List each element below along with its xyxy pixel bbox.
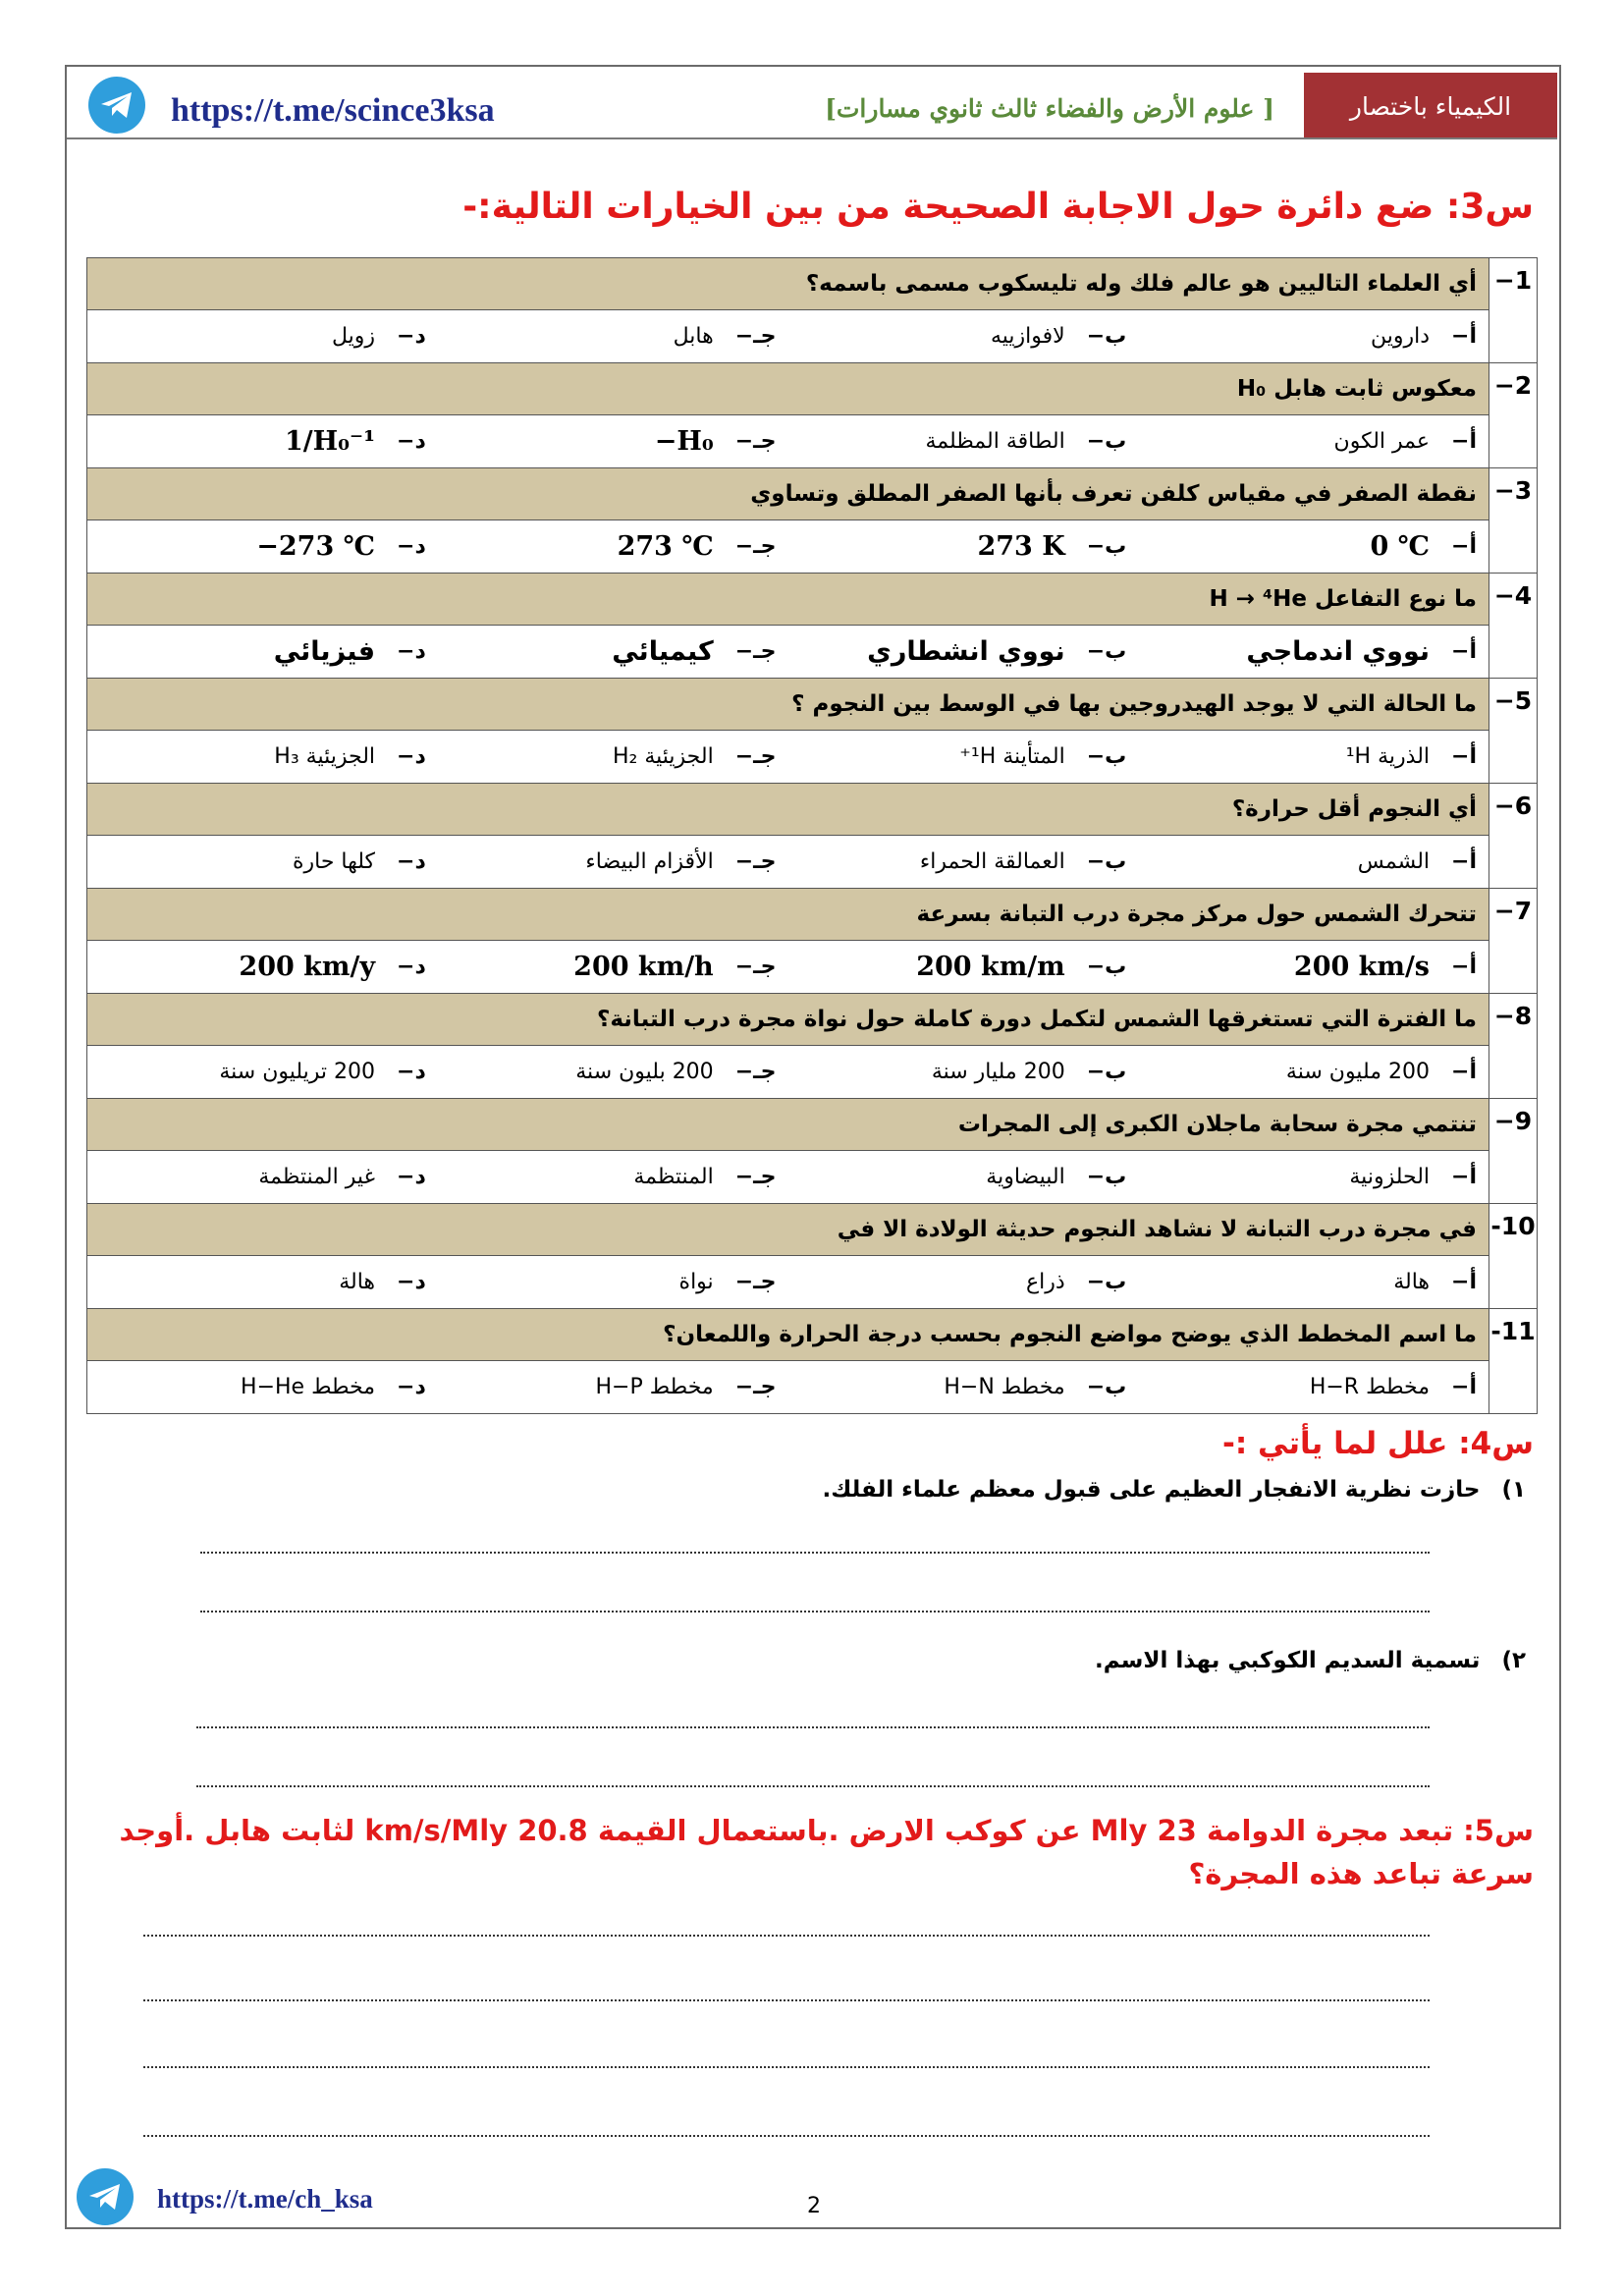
- option-text: 200 بليون سنة: [575, 1060, 714, 1084]
- telegram-icon[interactable]: [77, 2168, 134, 2225]
- option-label: أ−: [1451, 744, 1477, 769]
- mcq-question-row: [87, 679, 1538, 731]
- option-text: 273 K: [977, 531, 1065, 562]
- q4-item-2-text: تسمية السديم الكوكبي بهذا الاسم.: [1094, 1648, 1481, 1673]
- question-number: 7−: [1489, 889, 1538, 994]
- answer-option[interactable]: [788, 849, 1139, 874]
- question-number: 3−: [1489, 468, 1538, 574]
- option-label: ب−: [1086, 534, 1127, 559]
- mcq-question-row: [87, 784, 1538, 836]
- q4-item-2-num: ٢): [1501, 1648, 1526, 1673]
- option-label: جـ−: [734, 639, 777, 664]
- mcq-question-row: [87, 1309, 1538, 1361]
- header-subtitle: [ علوم الأرض والفضاء ثالث ثانوي مسارات]: [825, 94, 1274, 123]
- page-number: 2: [807, 2194, 821, 2218]
- option-text: نووي انشطاري: [867, 636, 1065, 667]
- answer-option[interactable]: [87, 849, 438, 874]
- question-number: 4−: [1489, 574, 1538, 679]
- option-text: −H₀: [654, 426, 714, 457]
- answer-line[interactable]: [143, 1935, 1430, 1937]
- question-number: 5−: [1489, 679, 1538, 784]
- answer-option[interactable]: [87, 1270, 438, 1294]
- question-number: 8−: [1489, 994, 1538, 1099]
- option-text: 200 مليار سنة: [931, 1060, 1065, 1084]
- answer-option[interactable]: [1138, 849, 1489, 874]
- question-text: تنتمي مجرة سحابة ماجلان الكبرى إلى المجرات: [87, 1099, 1489, 1151]
- option-label: د−: [397, 1165, 426, 1189]
- option-text: −273 ℃: [256, 531, 376, 562]
- mcq-question-row: [87, 1204, 1538, 1256]
- option-text: الجزيئية H₃: [274, 744, 376, 769]
- option-text: فيزيائي: [273, 636, 376, 667]
- option-text: مخطط H−N: [944, 1375, 1065, 1399]
- question-number: 6−: [1489, 784, 1538, 889]
- option-label: جـ−: [734, 1375, 777, 1399]
- option-label: أ−: [1451, 639, 1477, 664]
- option-label: أ−: [1451, 1060, 1477, 1084]
- answer-line[interactable]: [143, 2066, 1430, 2068]
- option-label: د−: [397, 639, 426, 664]
- question-text: أي النجوم أقل حرارة؟: [87, 784, 1489, 836]
- mcq-options-row: [87, 1046, 1538, 1099]
- option-text: داروين: [1370, 324, 1431, 349]
- mcq-table: [86, 257, 1538, 1414]
- question-number: 9−: [1489, 1099, 1538, 1204]
- answer-line[interactable]: [143, 2135, 1430, 2137]
- question-text: ما الحالة التي لا يوجد الهيدروجين بها في الوسط بين النجوم ؟: [87, 679, 1489, 731]
- option-label: جـ−: [734, 849, 777, 874]
- question-number: 10-: [1489, 1204, 1538, 1309]
- option-label: أ−: [1451, 1375, 1477, 1399]
- answer-option[interactable]: [87, 952, 438, 982]
- option-label: د−: [397, 1060, 426, 1084]
- question-text: أي العلماء التاليين هو عالم فلك وله تليسكوب مسمى باسمه؟: [87, 258, 1489, 310]
- option-text: الأقزام البيضاء: [585, 849, 714, 874]
- option-label: د−: [397, 1375, 426, 1399]
- mcq-question-row: [87, 363, 1538, 415]
- option-text: ذراع: [1026, 1270, 1065, 1294]
- answer-option[interactable]: [438, 324, 788, 349]
- answer-option[interactable]: [87, 1060, 438, 1084]
- footer-telegram-link[interactable]: https://t.me/ch_ksa: [157, 2184, 373, 2214]
- option-label: أ−: [1451, 324, 1477, 349]
- answer-option[interactable]: [438, 531, 788, 562]
- option-label: ب−: [1086, 639, 1127, 664]
- answer-option[interactable]: [1138, 1375, 1489, 1399]
- answer-option[interactable]: [87, 744, 438, 769]
- header-telegram-link[interactable]: https://t.me/scince3ksa: [171, 92, 495, 129]
- option-text: الحلزونية: [1349, 1165, 1431, 1189]
- answer-line[interactable]: [200, 1552, 1430, 1554]
- question-number: 1−: [1489, 258, 1538, 363]
- option-text: 200 مليون سنة: [1285, 1060, 1431, 1084]
- mcq-options-row: [87, 626, 1538, 679]
- answer-option[interactable]: [438, 426, 788, 457]
- answer-option[interactable]: [87, 324, 438, 349]
- option-text: هالة: [339, 1270, 376, 1294]
- option-text: 200 تريليون سنة: [219, 1060, 376, 1084]
- mcq-question-row: [87, 258, 1538, 310]
- option-text: زويل: [331, 324, 376, 349]
- option-text: مخطط H−He: [241, 1375, 376, 1399]
- telegram-icon[interactable]: [88, 77, 145, 134]
- answer-option[interactable]: [788, 1270, 1139, 1294]
- answer-option[interactable]: [87, 426, 438, 457]
- option-text: كيميائي: [612, 636, 714, 667]
- option-label: جـ−: [734, 429, 777, 454]
- answer-option[interactable]: [438, 1270, 788, 1294]
- option-label: ب−: [1086, 1060, 1127, 1084]
- option-label: د−: [397, 534, 426, 559]
- mcq-question-row: [87, 574, 1538, 626]
- mcq-options-row: [87, 520, 1538, 574]
- option-label: د−: [397, 1270, 426, 1294]
- option-text: 0 ℃: [1370, 531, 1431, 562]
- option-label: جـ−: [734, 744, 777, 769]
- question-text: ما الفترة التي تستغرقها الشمس لتكمل دورة كاملة حول نواة مجرة درب التبانة؟: [87, 994, 1489, 1046]
- answer-option[interactable]: [438, 849, 788, 874]
- answer-option[interactable]: [87, 531, 438, 562]
- question-number: 2−: [1489, 363, 1538, 468]
- answer-option[interactable]: [1138, 531, 1489, 562]
- option-text: 200 km/s: [1293, 952, 1431, 982]
- answer-option[interactable]: [788, 636, 1139, 667]
- mcq-options-row: [87, 310, 1538, 363]
- option-text: 200 km/y: [239, 952, 376, 982]
- option-label: ب−: [1086, 1165, 1127, 1189]
- answer-option[interactable]: [1138, 952, 1489, 982]
- answer-option[interactable]: [438, 1060, 788, 1084]
- mcq-question-row: [87, 889, 1538, 941]
- option-label: د−: [397, 955, 426, 979]
- option-label: أ−: [1451, 534, 1477, 559]
- option-text: هالة: [1393, 1270, 1431, 1294]
- mcq-question-row: [87, 1099, 1538, 1151]
- option-text: عمر الكون: [1333, 429, 1431, 454]
- answer-option[interactable]: [788, 429, 1139, 454]
- option-label: أ−: [1451, 1270, 1477, 1294]
- mcq-question-row: [87, 994, 1538, 1046]
- option-text: لافوازييه: [990, 324, 1065, 349]
- option-text: 273 ℃: [617, 531, 714, 562]
- q4-title: س4: علل لما يأتي :-: [1221, 1426, 1534, 1461]
- option-text: المتأينة ¹H⁺: [959, 744, 1065, 769]
- option-label: ب−: [1086, 955, 1127, 979]
- q3-title: س3: ضع دائرة حول الاجابة الصحيحة من بين الخيارات التالية:-: [462, 187, 1534, 227]
- option-label: ب−: [1086, 324, 1127, 349]
- option-text: مخطط H−P: [595, 1375, 714, 1399]
- answer-line[interactable]: [143, 1999, 1430, 2001]
- option-label: جـ−: [734, 1165, 777, 1189]
- option-text: العمالقة الحمراء: [919, 849, 1065, 874]
- header-divider: [67, 137, 1557, 139]
- option-text: 200 km/h: [573, 952, 714, 982]
- answer-option[interactable]: [438, 744, 788, 769]
- answer-option[interactable]: [438, 1375, 788, 1399]
- option-label: د−: [397, 324, 426, 349]
- answer-option[interactable]: [87, 636, 438, 667]
- q4-item-1: [822, 1477, 1526, 1503]
- answer-option[interactable]: [1138, 1060, 1489, 1084]
- mcq-options-row: [87, 731, 1538, 784]
- option-label: د−: [397, 429, 426, 454]
- option-text: 200 km/m: [916, 952, 1065, 982]
- option-label: جـ−: [734, 955, 777, 979]
- option-label: ب−: [1086, 849, 1127, 874]
- answer-option[interactable]: [788, 1060, 1139, 1084]
- answer-option[interactable]: [1138, 429, 1489, 454]
- answer-line[interactable]: [196, 1785, 1430, 1787]
- option-text: نووي اندماجي: [1246, 636, 1431, 667]
- answer-option[interactable]: [1138, 324, 1489, 349]
- option-label: أ−: [1451, 849, 1477, 874]
- option-label: د−: [397, 744, 426, 769]
- answer-line[interactable]: [196, 1726, 1430, 1728]
- answer-option[interactable]: [1138, 1165, 1489, 1189]
- answer-option[interactable]: [87, 1165, 438, 1189]
- answer-option[interactable]: [438, 952, 788, 982]
- mcq-options-row: [87, 941, 1538, 994]
- mcq-options-row: [87, 415, 1538, 468]
- answer-option[interactable]: [1138, 636, 1489, 667]
- option-label: جـ−: [734, 534, 777, 559]
- option-text: كلها حارة: [292, 849, 376, 874]
- option-label: جـ−: [734, 1060, 777, 1084]
- option-label: ب−: [1086, 744, 1127, 769]
- answer-option[interactable]: [788, 1375, 1139, 1399]
- mcq-options-row: [87, 1256, 1538, 1309]
- question-text: ما اسم المخطط الذي يوضح مواضع النجوم بحسب درجة الحرارة واللمعان؟: [87, 1309, 1489, 1361]
- option-text: الشمس: [1357, 849, 1431, 874]
- mcq-question-row: [87, 468, 1538, 520]
- answer-option[interactable]: [788, 324, 1139, 349]
- option-text: الجزيئية H₂: [612, 744, 714, 769]
- q5-text: س5: تبعد مجرة الدوامة 23 Mly عن كوكب الارض .باستعمال القيمة 20.8 km/s/Mly لثابت هابل .أوجد سرعة تباعد هذه المجرة؟: [119, 1814, 1534, 1890]
- mcq-options-row: [87, 1151, 1538, 1204]
- option-label: جـ−: [734, 324, 777, 349]
- option-label: ب−: [1086, 1270, 1127, 1294]
- answer-option[interactable]: [1138, 1270, 1489, 1294]
- question-text: تتحرك الشمس حول مركز مجرة درب التبانة بسرعة: [87, 889, 1489, 941]
- option-text: الذرية ¹H: [1345, 744, 1431, 769]
- option-label: جـ−: [734, 1270, 777, 1294]
- question-text: في مجرة درب التبانة لا نشاهد النجوم حديثة الولادة الا في: [87, 1204, 1489, 1256]
- answer-line[interactable]: [200, 1611, 1430, 1613]
- option-label: د−: [397, 849, 426, 874]
- option-text: الطاقة المظلمة: [925, 429, 1065, 454]
- option-label: أ−: [1451, 429, 1477, 454]
- q4-item-1-num: ١): [1501, 1477, 1526, 1503]
- answer-option[interactable]: [788, 1165, 1139, 1189]
- q4-item-2: [1095, 1648, 1526, 1673]
- option-label: ب−: [1086, 429, 1127, 454]
- option-text: مخطط H−R: [1309, 1375, 1431, 1399]
- option-text: نواة: [678, 1270, 714, 1294]
- question-text: معكوس ثابت هابل H₀: [87, 363, 1489, 415]
- answer-option[interactable]: [1138, 744, 1489, 769]
- mcq-options-row: [87, 836, 1538, 889]
- option-text: غير المنتظمة: [258, 1165, 376, 1189]
- option-text: هابل: [673, 324, 714, 349]
- answer-option[interactable]: [438, 636, 788, 667]
- option-text: المنتظمة: [633, 1165, 714, 1189]
- answer-option[interactable]: [87, 1375, 438, 1399]
- answer-option[interactable]: [788, 744, 1139, 769]
- option-label: أ−: [1451, 955, 1477, 979]
- question-text: ما نوع التفاعل H → ⁴He: [87, 574, 1489, 626]
- option-label: ب−: [1086, 1375, 1127, 1399]
- answer-option[interactable]: [788, 531, 1139, 562]
- mcq-options-row: [87, 1361, 1538, 1414]
- question-text: نقطة الصفر في مقياس كلفن تعرف بأنها الصفر المطلق وتساوي: [87, 468, 1489, 520]
- option-text: البيضاوية: [986, 1165, 1065, 1189]
- header-badge: الكيمياء باختصار: [1304, 73, 1557, 139]
- option-label: أ−: [1451, 1165, 1477, 1189]
- q4-item-1-text: حازت نظرية الانفجار العظيم على قبول معظم علماء الفلك.: [822, 1477, 1481, 1503]
- question-number: 11-: [1489, 1309, 1538, 1414]
- option-text: 1/H₀⁻¹: [284, 426, 376, 457]
- answer-option[interactable]: [438, 1165, 788, 1189]
- answer-option[interactable]: [788, 952, 1139, 982]
